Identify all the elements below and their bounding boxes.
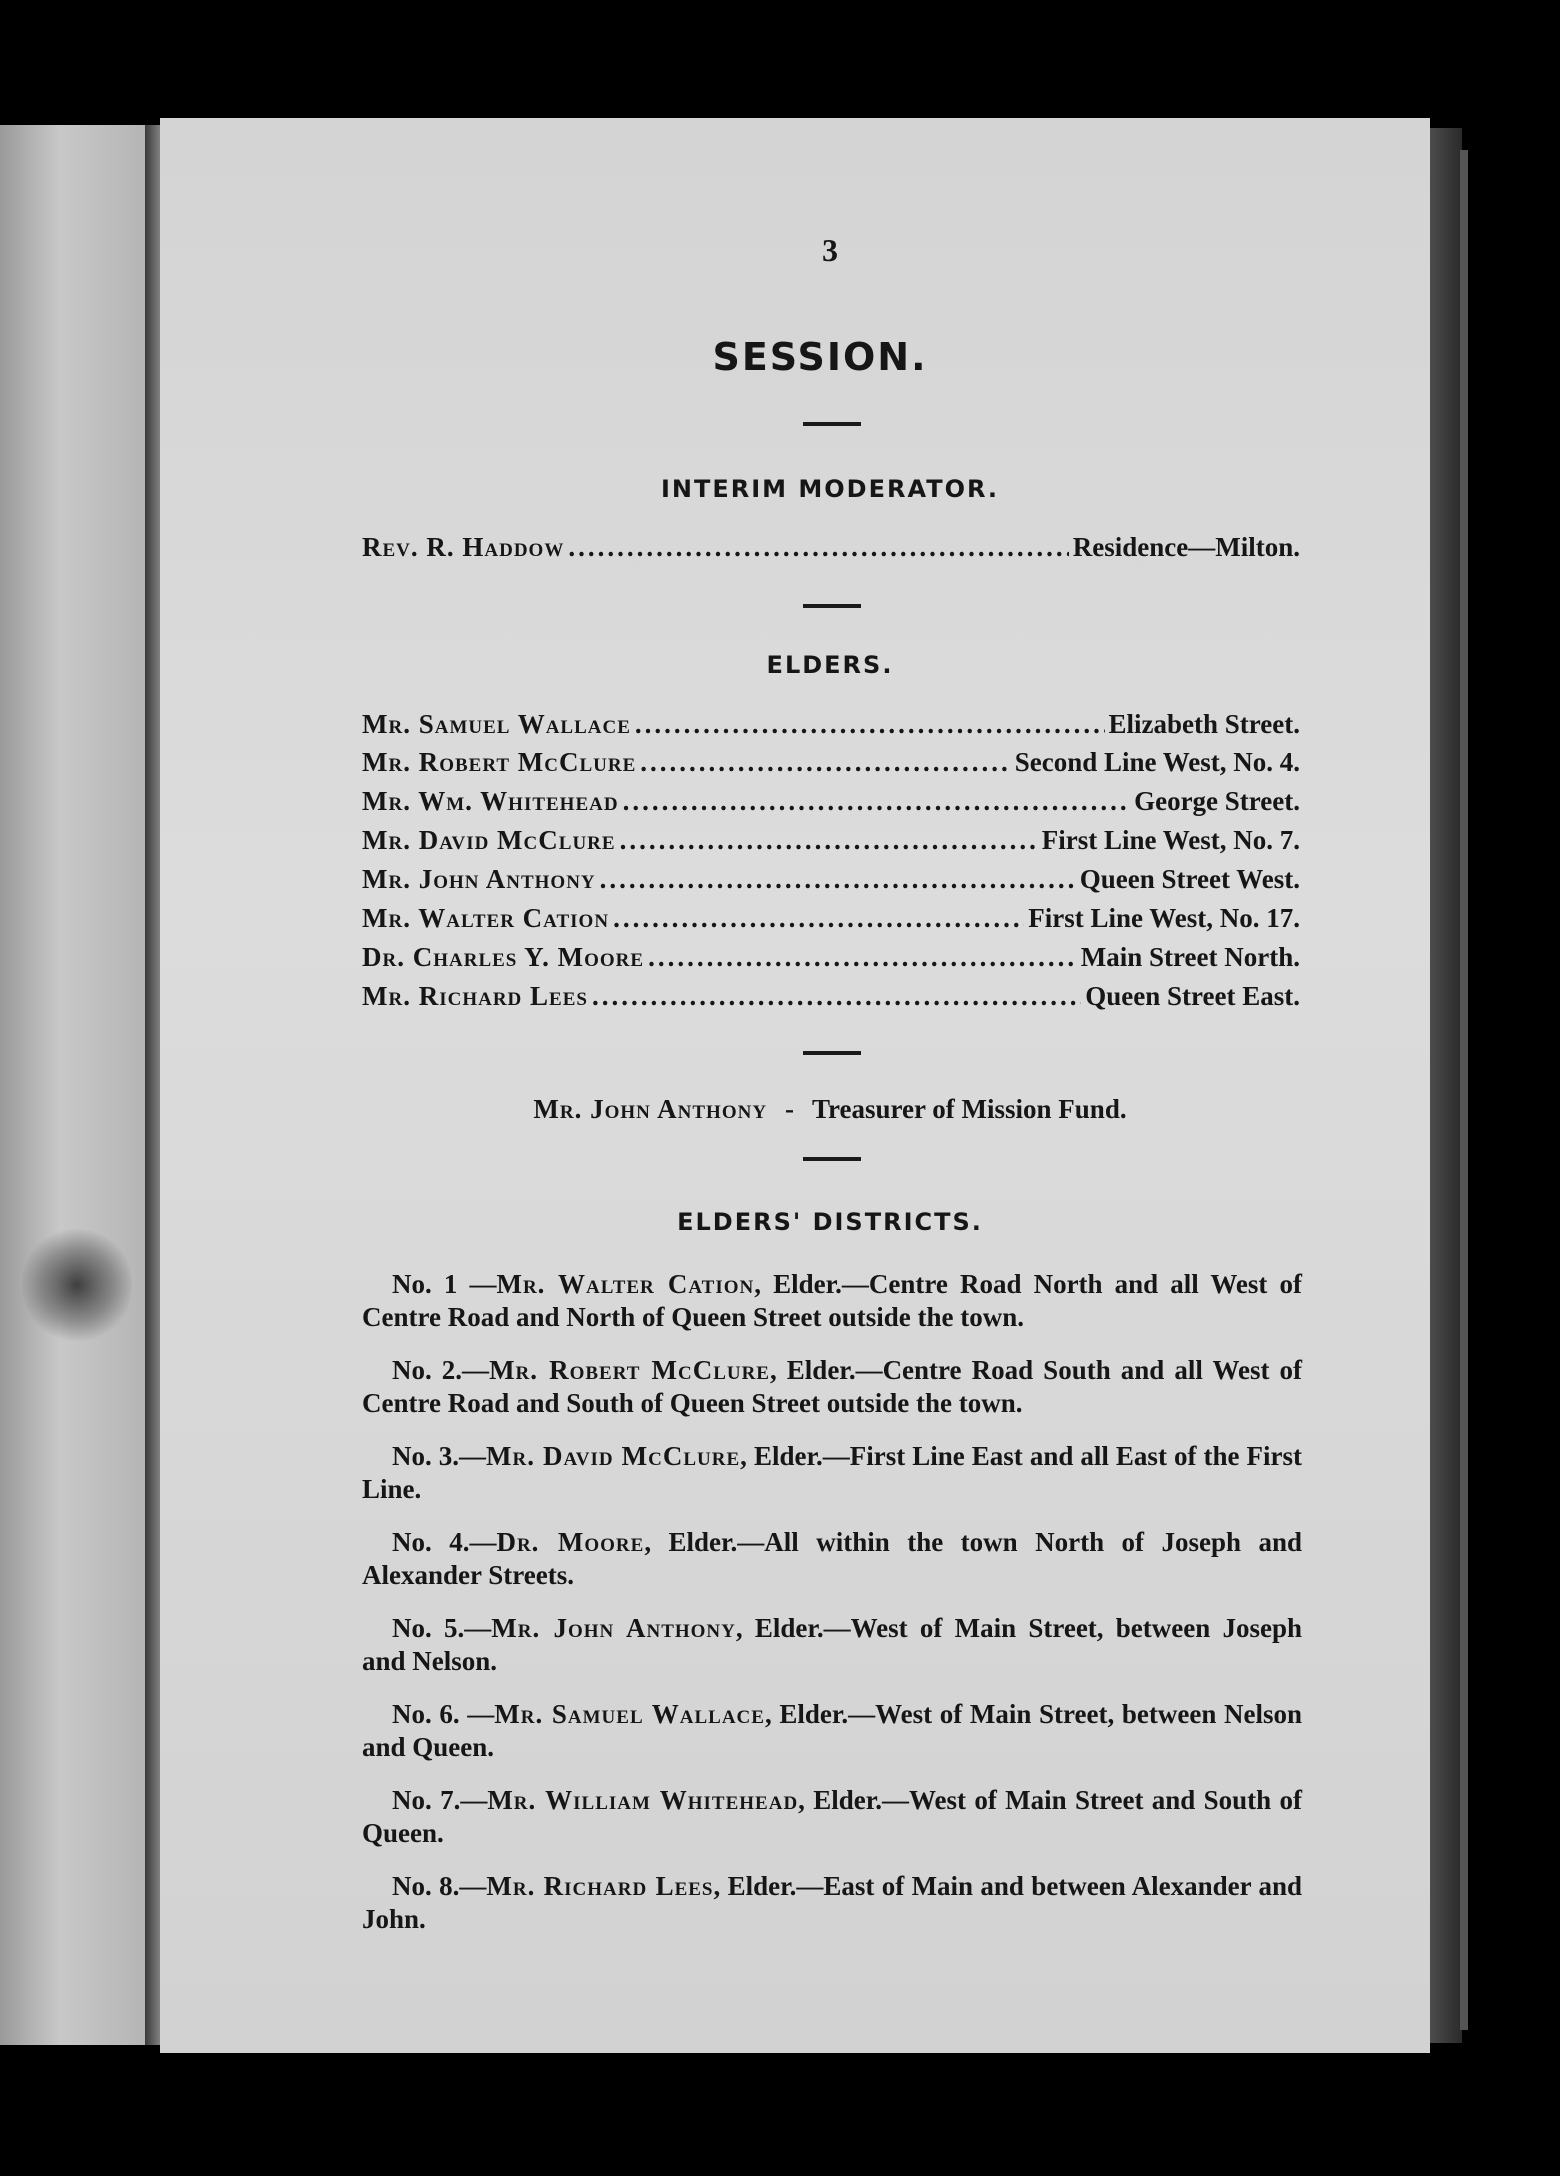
district-description: , Elder.—Centre Road South and all West of Centre Road and South of Queen Street outside the town.	[362, 1355, 1302, 1418]
elder-address: Queen Street West.	[1079, 864, 1300, 894]
elder-row	[362, 747, 1300, 785]
elder-address: Elizabeth Street.	[1108, 709, 1300, 739]
moderator-name: Rev. R. Haddow	[362, 532, 565, 562]
elder-address: Queen Street East.	[1085, 981, 1300, 1011]
treasurer-role: Treasurer of Mission Fund.	[812, 1094, 1127, 1124]
dot-leader	[635, 709, 1105, 740]
elder-address: George Street.	[1134, 786, 1300, 816]
elders-heading: ELDERS.	[766, 651, 894, 679]
interim-moderator-heading: INTERIM MODERATOR.	[660, 475, 1000, 503]
district-elder-name: Mr. Robert McClure	[489, 1355, 770, 1385]
district-elder-name: Mr. John Anthony	[491, 1613, 736, 1643]
district-entry	[362, 1784, 1302, 1850]
district-entry	[362, 1354, 1302, 1420]
district-elder-name: Dr. Moore	[496, 1527, 645, 1557]
dot-leader	[592, 981, 1081, 1012]
district-entry	[362, 1440, 1302, 1506]
elder-address: Second Line West, No. 4.	[1014, 747, 1300, 777]
elder-row	[362, 825, 1300, 863]
district-entry	[362, 1612, 1302, 1678]
district-entry	[362, 1526, 1302, 1592]
divider-rule	[803, 1157, 861, 1161]
district-number: No. 6. —	[392, 1699, 495, 1729]
page-number: 3	[822, 232, 838, 268]
elder-name: Dr. Charles Y. Moore	[362, 942, 645, 972]
district-number: No. 2.—	[392, 1355, 490, 1385]
district-elder-name: Mr. Walter Cation	[496, 1269, 755, 1299]
district-description: , Elder.—West of Main Street, between Joseph and Nelson.	[362, 1613, 1303, 1676]
district-description: , Elder.—All within the town North of Joseph and Alexander Streets.	[362, 1527, 1303, 1590]
elder-row	[362, 942, 1300, 980]
elder-row	[362, 864, 1300, 902]
district-number: No. 4.—	[392, 1527, 497, 1557]
elder-name: Mr. Wm. Whitehead	[362, 786, 619, 816]
divider-rule	[803, 604, 861, 608]
district-number: No. 5.—	[392, 1613, 492, 1643]
elder-name: Mr. Richard Lees	[362, 981, 588, 1011]
district-entry	[362, 1870, 1302, 1936]
district-number: No. 1 —	[392, 1269, 497, 1299]
divider-rule	[803, 1051, 861, 1055]
treasurer-line	[360, 1094, 1300, 1125]
elder-row	[362, 903, 1300, 941]
moderator-row	[362, 532, 1300, 570]
elder-name: Mr. Robert McClure	[362, 747, 637, 777]
elder-row	[362, 981, 1300, 1019]
district-description: , Elder.—First Line East and all East of the First Line.	[362, 1441, 1302, 1504]
district-number: No. 3.—	[392, 1441, 487, 1471]
dot-leader	[620, 825, 1038, 856]
district-elder-name: Mr. Samuel Wallace	[494, 1699, 765, 1729]
elder-name: Mr. Samuel Wallace	[362, 709, 631, 739]
district-description: , Elder.—Centre Road North and all West of Centre Road and North of Queen Street outside the town.	[362, 1269, 1303, 1332]
dot-leader	[623, 786, 1131, 817]
elders-districts-heading: ELDERS' DISTRICTS.	[677, 1208, 983, 1236]
dot-leader	[600, 864, 1076, 895]
district-elder-name: Mr. David McClure	[486, 1441, 741, 1471]
district-entry	[362, 1698, 1302, 1764]
district-elder-name: Mr. William Whitehead	[487, 1785, 799, 1815]
elder-row	[362, 709, 1300, 747]
treasurer-separator: -	[785, 1094, 795, 1124]
dot-leader	[648, 942, 1077, 973]
dot-leader	[613, 903, 1024, 934]
elder-name: Mr. Walter Cation	[362, 903, 610, 933]
elder-address: First Line West, No. 7.	[1041, 825, 1300, 855]
elder-address: First Line West, No. 17.	[1028, 903, 1300, 933]
elder-name: Mr. David McClure	[362, 825, 616, 855]
dot-leader	[568, 532, 1068, 563]
district-number: No. 8.—	[392, 1871, 487, 1901]
district-entry	[362, 1268, 1302, 1334]
district-description: , Elder.—West of Main Street, between Nelson and Queen.	[362, 1699, 1302, 1762]
elder-address: Main Street North.	[1080, 942, 1300, 972]
district-number: No. 7.—	[392, 1785, 488, 1815]
elder-name: Mr. John Anthony	[362, 864, 596, 894]
treasurer-name: Mr. John Anthony	[533, 1094, 768, 1124]
elder-row	[362, 786, 1300, 824]
dot-leader	[640, 747, 1010, 778]
page-title: SESSION.	[712, 335, 928, 379]
district-elder-name: Mr. Richard Lees	[486, 1871, 714, 1901]
divider-rule	[803, 422, 861, 426]
moderator-residence: Residence—Milton.	[1072, 532, 1300, 562]
district-description: , Elder.—West of Main Street and South of Queen.	[362, 1785, 1302, 1848]
district-description: , Elder.—East of Main and between Alexander and John.	[362, 1871, 1303, 1934]
